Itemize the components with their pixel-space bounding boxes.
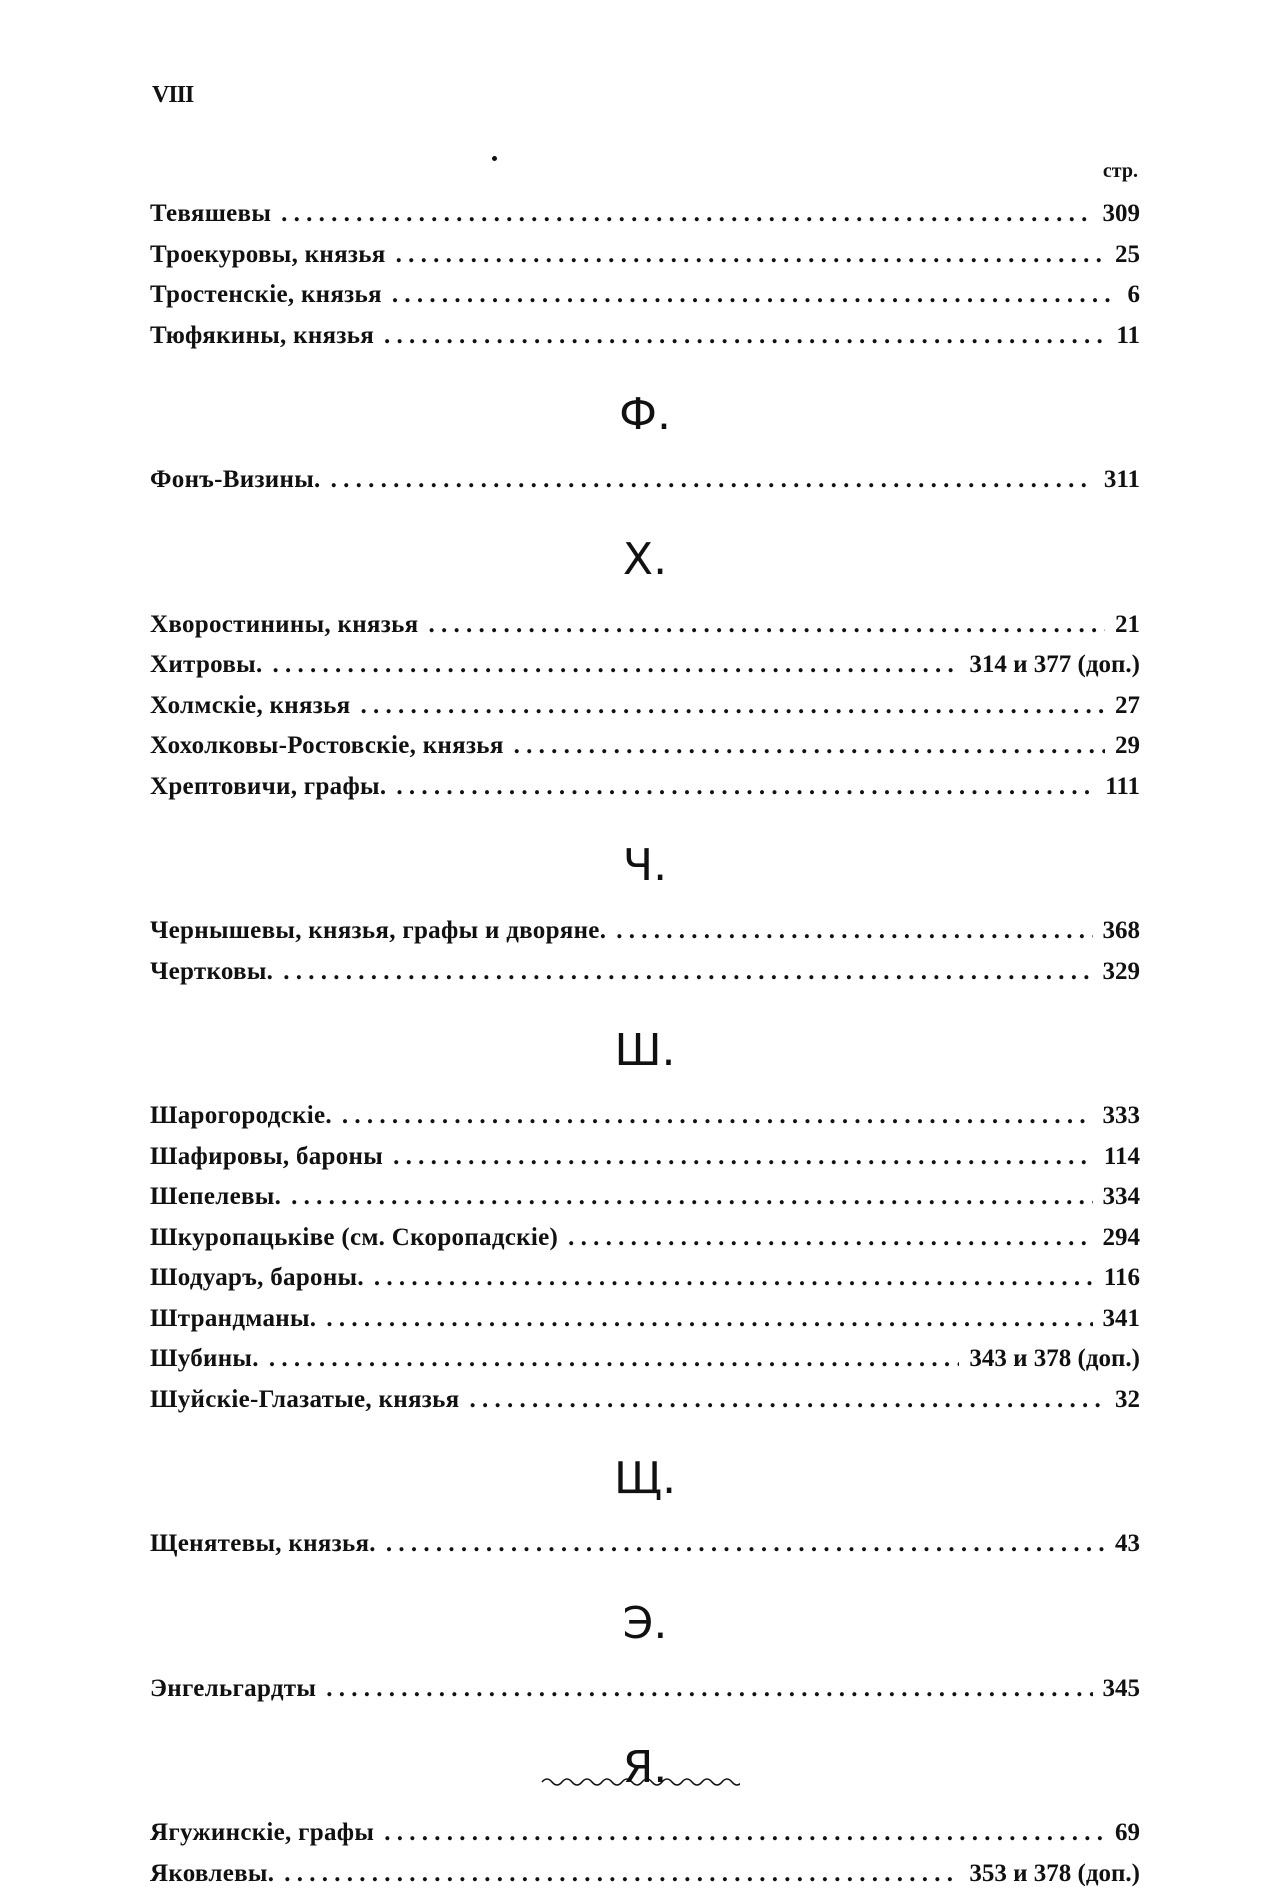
dot-leader — [384, 1813, 1105, 1854]
entry-name: Шодуаръ, бароны. — [150, 1258, 364, 1299]
entry-name: Фонъ-Визины. — [150, 460, 321, 501]
entry-name: Тростенскіе, князья — [150, 275, 382, 316]
entry-page-number: 341 — [1103, 1299, 1141, 1340]
dot-leader — [326, 1299, 1092, 1340]
entry-page-number: 311 — [1104, 460, 1140, 501]
entry-page-number: 343 и 378 (доп.) — [969, 1339, 1140, 1380]
stray-dot-mark — [492, 156, 497, 161]
entry-name: Хворостинины, князья — [150, 605, 418, 646]
dot-leader — [384, 316, 1106, 357]
index-entry — [150, 275, 1140, 316]
index-entry — [150, 1299, 1140, 1340]
index-entry — [150, 1218, 1140, 1259]
index-entry — [150, 952, 1140, 993]
entry-page-number: 114 — [1104, 1137, 1140, 1178]
entry-page-number: 111 — [1105, 767, 1140, 808]
index-entry — [150, 1813, 1140, 1854]
dot-leader — [392, 275, 1118, 316]
dot-leader — [291, 1177, 1092, 1218]
entry-page-number: 329 — [1103, 952, 1141, 993]
entry-page-number: 353 и 378 (доп.) — [969, 1854, 1140, 1894]
index-entry — [150, 316, 1140, 357]
entry-page-number: 333 — [1103, 1096, 1141, 1137]
section-letter-heading: Ф. — [150, 390, 1140, 440]
entry-name: Шепелевы. — [150, 1177, 281, 1218]
index-entry — [150, 605, 1140, 646]
dot-leader — [342, 1096, 1093, 1137]
dot-leader — [396, 235, 1105, 276]
entry-name: Яковлевы. — [150, 1854, 274, 1894]
dot-leader — [393, 1137, 1094, 1178]
entry-page-number: 69 — [1115, 1813, 1140, 1854]
entry-name: Холмскіе, князья — [150, 686, 350, 727]
index-entry — [150, 645, 1140, 686]
entry-page-number: 334 — [1103, 1177, 1141, 1218]
entry-page-number: 309 — [1103, 194, 1141, 235]
dot-leader — [568, 1218, 1092, 1259]
section-letter-heading: Х. — [150, 535, 1140, 585]
index-entry — [150, 1669, 1140, 1710]
section-letter-heading: Я. — [150, 1743, 1140, 1793]
entry-page-number: 29 — [1115, 726, 1140, 767]
entry-name: Тевяшевы — [150, 194, 271, 235]
entry-page-number: 32 — [1115, 1380, 1140, 1421]
dot-leader — [616, 911, 1092, 952]
section-letter-heading: Э. — [150, 1599, 1140, 1649]
dot-leader — [283, 952, 1092, 993]
index-entry — [150, 1177, 1140, 1218]
dot-leader — [374, 1258, 1094, 1299]
entry-name: Щенятевы, князья. — [150, 1524, 376, 1565]
section-letter-heading: Ч. — [150, 841, 1140, 891]
entry-name: Шафировы, бароны — [150, 1137, 383, 1178]
dot-leader — [360, 686, 1105, 727]
dot-leader — [469, 1380, 1105, 1421]
entry-name: Штрандманы. — [150, 1299, 316, 1340]
entry-name: Ягужинскіе, графы — [150, 1813, 374, 1854]
entry-page-number: 294 — [1103, 1218, 1141, 1259]
section-letter-heading: Щ. — [150, 1454, 1140, 1504]
dot-leader — [331, 460, 1094, 501]
index-entry — [150, 1137, 1140, 1178]
entry-name: Тюфякины, князья — [150, 316, 374, 357]
closing-ornament — [540, 1772, 740, 1792]
index-entry — [150, 911, 1140, 952]
section-letter-heading: Ш. — [150, 1026, 1140, 1076]
entry-page-number: 116 — [1104, 1258, 1140, 1299]
entry-name: Шарогородскіе. — [150, 1096, 332, 1137]
entry-name: Энгельгардты — [150, 1669, 316, 1710]
index-entry — [150, 767, 1140, 808]
entry-name: Хитровы. — [150, 645, 263, 686]
dot-leader — [386, 1524, 1105, 1565]
entry-page-number: 25 — [1115, 235, 1140, 276]
index-entry — [150, 460, 1140, 501]
entry-page-number: 6 — [1128, 275, 1141, 316]
entry-page-number: 11 — [1116, 316, 1140, 357]
entry-page-number: 314 и 377 (доп.) — [969, 645, 1140, 686]
dot-leader — [428, 605, 1105, 646]
entry-page-number: 27 — [1115, 686, 1140, 727]
page-column-label: стр. — [1103, 160, 1138, 183]
entry-page-number: 345 — [1103, 1669, 1141, 1710]
index-entry — [150, 1524, 1140, 1565]
entry-name: Чернышевы, князья, графы и дворяне. — [150, 911, 606, 952]
index-entry — [150, 726, 1140, 767]
dot-leader — [326, 1669, 1092, 1710]
entry-name: Троекуровы, князья — [150, 235, 386, 276]
entry-name: Шуйскіе-Глазатые, князья — [150, 1380, 459, 1421]
entry-name: Шкуропацьківе (см. Скоропадскіе) — [150, 1218, 558, 1259]
dot-leader — [514, 726, 1105, 767]
index-entry — [150, 1096, 1140, 1137]
entry-name: Хрептовичи, графы. — [150, 767, 386, 808]
index-entry — [150, 235, 1140, 276]
dot-leader — [284, 1854, 959, 1894]
index-entry — [150, 1258, 1140, 1299]
index-entry — [150, 194, 1140, 235]
entry-page-number: 21 — [1115, 605, 1140, 646]
dot-leader — [281, 194, 1092, 235]
index-entry — [150, 1339, 1140, 1380]
index-entry — [150, 1854, 1140, 1894]
entry-name: Хохолковы-Ростовскіе, князья — [150, 726, 504, 767]
dot-leader — [396, 767, 1095, 808]
entry-page-number: 43 — [1115, 1524, 1140, 1565]
dot-leader — [273, 645, 960, 686]
entry-page-number: 368 — [1103, 911, 1141, 952]
entry-name: Шубины. — [150, 1339, 259, 1380]
page-number: VIII — [152, 82, 193, 109]
index-list — [150, 194, 1140, 1894]
entry-name: Чертковы. — [150, 952, 273, 993]
index-entry — [150, 686, 1140, 727]
dot-leader — [269, 1339, 960, 1380]
index-entry — [150, 1380, 1140, 1421]
